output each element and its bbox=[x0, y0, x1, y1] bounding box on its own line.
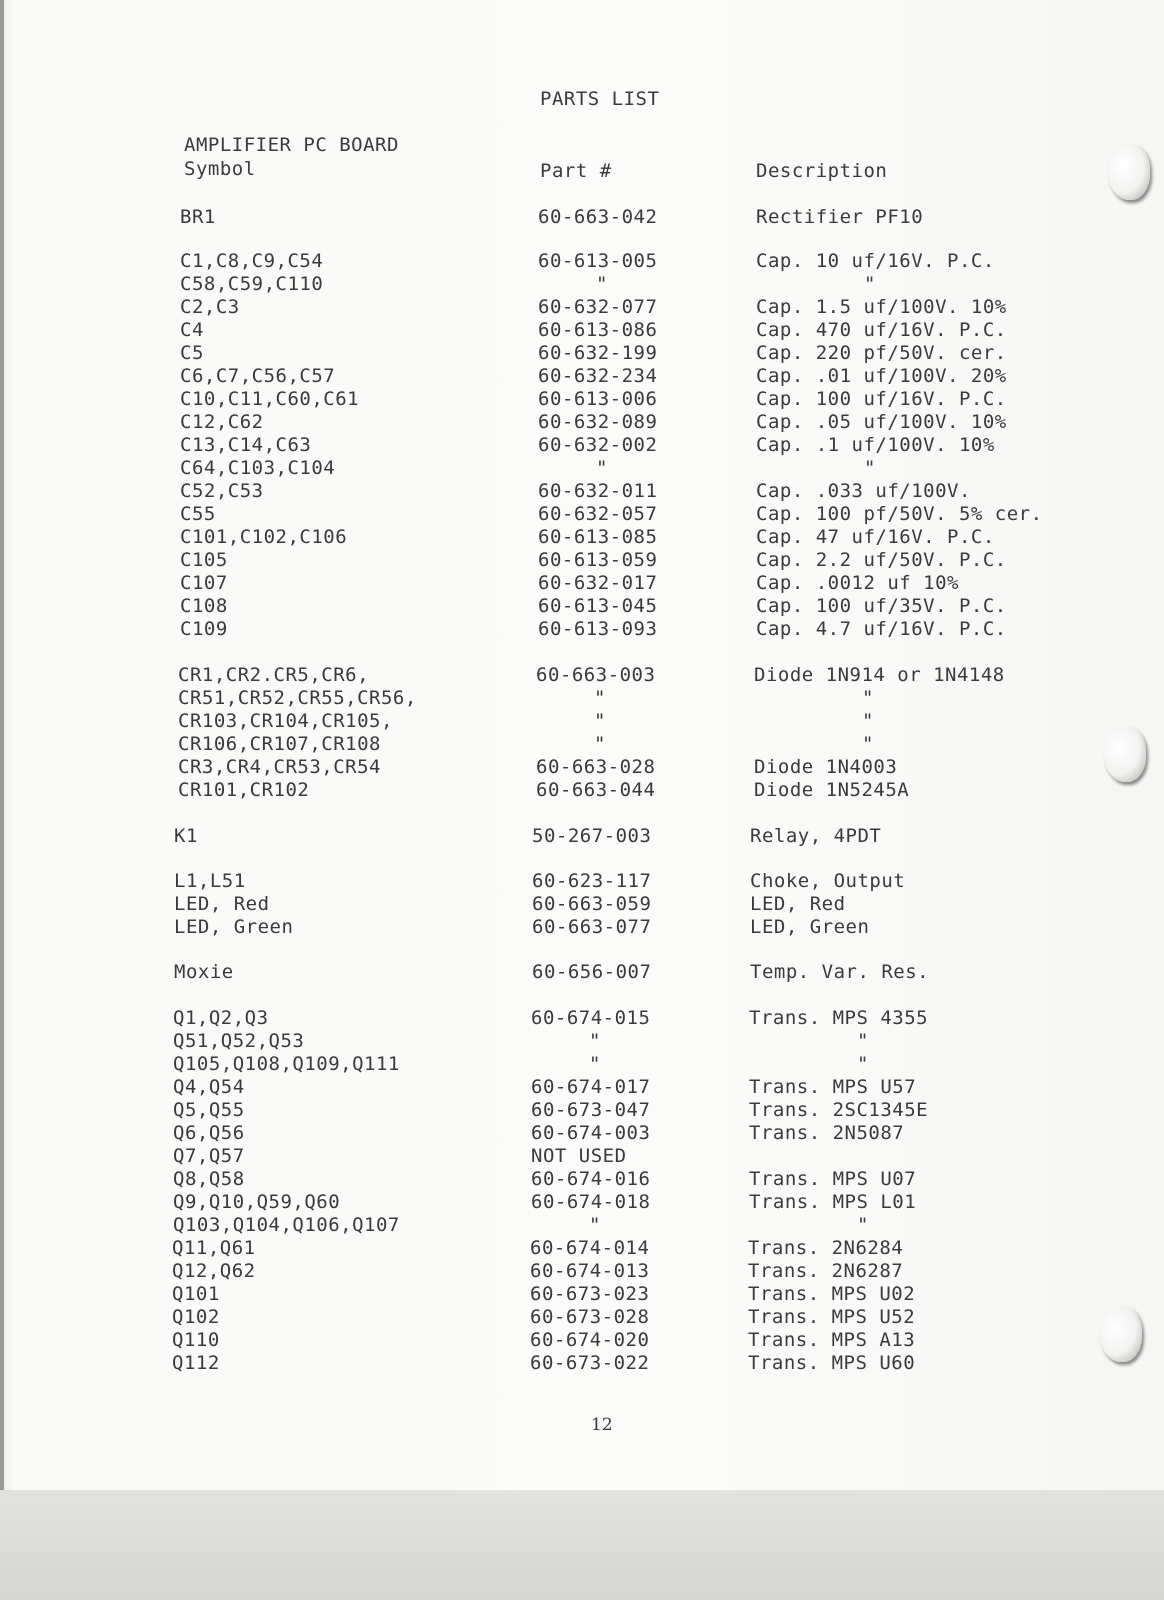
symbol-cell: Q110 bbox=[172, 1329, 220, 1351]
part-number-cell: NOT USED bbox=[531, 1145, 627, 1167]
description-cell: Diode 1N914 or 1N4148 bbox=[754, 664, 1005, 686]
part-number-cell: " bbox=[594, 687, 606, 709]
part-number-cell: " bbox=[589, 1053, 601, 1075]
symbol-cell: Q12,Q62 bbox=[172, 1260, 256, 1282]
table-row bbox=[0, 572, 1164, 595]
description-cell: Rectifier PF10 bbox=[756, 206, 924, 228]
scan-bottom-shadow bbox=[0, 1490, 1164, 1600]
part-number-cell: 60-674-018 bbox=[531, 1191, 651, 1213]
description-cell: Diode 1N4003 bbox=[754, 756, 898, 778]
part-number-cell: 60-613-005 bbox=[538, 250, 658, 272]
description-cell: Choke, Output bbox=[750, 870, 906, 892]
symbol-cell: C101,C102,C106 bbox=[180, 526, 348, 548]
table-row bbox=[0, 526, 1164, 549]
symbol-cell: CR51,CR52,CR55,CR56, bbox=[178, 687, 417, 709]
description-cell: " bbox=[864, 273, 876, 295]
description-cell: Trans. MPS U07 bbox=[749, 1168, 917, 1190]
symbol-cell: C5 bbox=[180, 342, 204, 364]
description-cell: " bbox=[857, 1214, 869, 1236]
part-number-cell: 60-674-016 bbox=[531, 1168, 651, 1190]
table-row bbox=[0, 319, 1164, 342]
table-row bbox=[0, 296, 1164, 319]
part-number-cell: 60-613-086 bbox=[538, 319, 658, 341]
part-number-cell: 60-663-059 bbox=[532, 893, 652, 915]
part-number-cell: 60-673-028 bbox=[530, 1306, 650, 1328]
part-number-cell: 60-663-044 bbox=[536, 779, 656, 801]
part-number-cell: " bbox=[596, 457, 608, 479]
symbol-cell: Moxie bbox=[174, 961, 234, 983]
description-cell: Cap. 100 pf/50V. 5% cer. bbox=[756, 503, 1043, 525]
part-number-cell: 60-632-011 bbox=[538, 480, 658, 502]
symbol-cell: CR1,CR2.CR5,CR6, bbox=[178, 664, 370, 686]
symbol-cell: Q101 bbox=[172, 1283, 220, 1305]
table-row bbox=[0, 961, 1164, 984]
description-cell: Trans. MPS U52 bbox=[748, 1306, 916, 1328]
symbol-cell: C109 bbox=[180, 618, 228, 640]
part-number-cell: " bbox=[594, 733, 606, 755]
symbol-cell: Q103,Q104,Q106,Q107 bbox=[173, 1214, 400, 1236]
description-cell: " bbox=[862, 687, 874, 709]
symbol-cell: BR1 bbox=[180, 206, 216, 228]
symbol-cell: Q6,Q56 bbox=[173, 1122, 245, 1144]
table-row bbox=[0, 1145, 1164, 1168]
symbol-cell: Q102 bbox=[172, 1306, 220, 1328]
part-number-cell: 60-632-002 bbox=[538, 434, 658, 456]
description-cell: Diode 1N5245A bbox=[754, 779, 910, 801]
table-row bbox=[0, 1306, 1164, 1329]
description-cell: Cap. 470 uf/16V. P.C. bbox=[756, 319, 1007, 341]
part-number-cell: 60-613-045 bbox=[538, 595, 658, 617]
part-number-cell: 60-674-013 bbox=[530, 1260, 650, 1282]
part-number-cell: 60-663-077 bbox=[532, 916, 652, 938]
symbol-cell: L1,L51 bbox=[174, 870, 246, 892]
description-cell: Cap. .0012 uf 10% bbox=[756, 572, 959, 594]
description-cell: Trans. MPS U02 bbox=[748, 1283, 916, 1305]
part-number-cell: 60-613-059 bbox=[538, 549, 658, 571]
table-row bbox=[0, 916, 1164, 939]
symbol-cell: C107 bbox=[180, 572, 228, 594]
symbol-cell: C6,C7,C56,C57 bbox=[180, 365, 336, 387]
table-row bbox=[0, 618, 1164, 641]
part-number-cell: 60-663-028 bbox=[536, 756, 656, 778]
symbol-cell: CR101,CR102 bbox=[178, 779, 310, 801]
table-row bbox=[0, 710, 1164, 733]
symbol-cell: CR106,CR107,CR108 bbox=[178, 733, 381, 755]
table-row bbox=[0, 595, 1164, 618]
table-row bbox=[0, 1237, 1164, 1260]
part-number-cell: 60-632-234 bbox=[538, 365, 658, 387]
table-row bbox=[0, 549, 1164, 572]
description-cell: " bbox=[862, 710, 874, 732]
table-row bbox=[0, 250, 1164, 273]
symbol-cell: Q11,Q61 bbox=[172, 1237, 256, 1259]
description-cell: Relay, 4PDT bbox=[750, 825, 882, 847]
part-number-cell: 60-673-022 bbox=[530, 1352, 650, 1374]
description-cell: " bbox=[862, 733, 874, 755]
symbol-cell: Q4,Q54 bbox=[173, 1076, 245, 1098]
part-number-cell: 60-613-006 bbox=[538, 388, 658, 410]
symbol-cell: C105 bbox=[180, 549, 228, 571]
description-cell: Cap. 2.2 uf/50V. P.C. bbox=[756, 549, 1007, 571]
symbol-cell: Q105,Q108,Q109,Q111 bbox=[173, 1053, 400, 1075]
page-title: PARTS LIST bbox=[540, 88, 660, 110]
table-row bbox=[0, 1007, 1164, 1030]
symbol-cell: C10,C11,C60,C61 bbox=[180, 388, 360, 410]
table-row bbox=[0, 893, 1164, 916]
part-number-cell: 60-613-093 bbox=[538, 618, 658, 640]
symbol-cell: Q8,Q58 bbox=[173, 1168, 245, 1190]
symbol-cell: Q9,Q10,Q59,Q60 bbox=[173, 1191, 341, 1213]
part-number-cell: 60-673-023 bbox=[530, 1283, 650, 1305]
table-row bbox=[0, 1214, 1164, 1237]
table-row bbox=[0, 1168, 1164, 1191]
symbol-cell: C64,C103,C104 bbox=[180, 457, 336, 479]
description-cell: Cap. 47 uf/16V. P.C. bbox=[756, 526, 995, 548]
symbol-cell: Q5,Q55 bbox=[173, 1099, 245, 1121]
table-row bbox=[0, 779, 1164, 802]
part-number-cell: 60-674-020 bbox=[530, 1329, 650, 1351]
part-number-cell: 60-632-199 bbox=[538, 342, 658, 364]
symbol-cell: C58,C59,C110 bbox=[180, 273, 324, 295]
table-row bbox=[0, 1076, 1164, 1099]
part-number-cell: 60-623-117 bbox=[532, 870, 652, 892]
part-number-cell: " bbox=[589, 1214, 601, 1236]
symbol-cell: LED, Green bbox=[174, 916, 294, 938]
table-row bbox=[0, 870, 1164, 893]
part-number-cell: " bbox=[596, 273, 608, 295]
table-row bbox=[0, 1352, 1164, 1375]
table-row bbox=[0, 687, 1164, 710]
description-cell: Trans. 2N5087 bbox=[749, 1122, 905, 1144]
description-cell: Trans. MPS A13 bbox=[748, 1329, 916, 1351]
table-row bbox=[0, 733, 1164, 756]
part-number-cell: 60-632-089 bbox=[538, 411, 658, 433]
description-cell: Cap. 100 uf/35V. P.C. bbox=[756, 595, 1007, 617]
description-cell: Trans. MPS L01 bbox=[749, 1191, 917, 1213]
symbol-cell: C2,C3 bbox=[180, 296, 240, 318]
symbol-cell: C13,C14,C63 bbox=[180, 434, 312, 456]
symbol-header: Symbol bbox=[184, 158, 256, 180]
symbol-cell: Q112 bbox=[172, 1352, 220, 1374]
part-number-cell: 60-632-077 bbox=[538, 296, 658, 318]
description-cell: Trans. 2N6284 bbox=[748, 1237, 904, 1259]
symbol-cell: CR3,CR4,CR53,CR54 bbox=[178, 756, 381, 778]
table-row bbox=[0, 273, 1164, 296]
table-row bbox=[0, 1099, 1164, 1122]
part-header: Part # bbox=[540, 160, 612, 182]
table-row bbox=[0, 434, 1164, 457]
table-row bbox=[0, 1030, 1164, 1053]
description-cell: Cap. .1 uf/100V. 10% bbox=[756, 434, 995, 456]
symbol-cell: C52,C53 bbox=[180, 480, 264, 502]
symbol-cell: C108 bbox=[180, 595, 228, 617]
table-row bbox=[0, 457, 1164, 480]
table-row bbox=[0, 388, 1164, 411]
description-cell: Cap. .033 uf/100V. bbox=[756, 480, 971, 502]
description-cell: Cap. 4.7 uf/16V. P.C. bbox=[756, 618, 1007, 640]
table-row bbox=[0, 1122, 1164, 1145]
part-number-cell: 60-663-003 bbox=[536, 664, 656, 686]
part-number-cell: 60-632-057 bbox=[538, 503, 658, 525]
table-row bbox=[0, 1329, 1164, 1352]
part-number-cell: " bbox=[589, 1030, 601, 1052]
symbol-cell: Q1,Q2,Q3 bbox=[173, 1007, 269, 1029]
description-cell: Trans. MPS U60 bbox=[748, 1352, 916, 1374]
part-number-cell: 60-674-017 bbox=[531, 1076, 651, 1098]
description-cell: " bbox=[857, 1053, 869, 1075]
page-number: 12 bbox=[591, 1415, 613, 1435]
board-label: AMPLIFIER PC BOARD bbox=[184, 134, 399, 156]
table-row bbox=[0, 1260, 1164, 1283]
part-number-cell: 60-632-017 bbox=[538, 572, 658, 594]
symbol-cell: C12,C62 bbox=[180, 411, 264, 433]
symbol-cell: CR103,CR104,CR105, bbox=[178, 710, 393, 732]
part-number-cell: 60-613-085 bbox=[538, 526, 658, 548]
table-row bbox=[0, 664, 1164, 687]
symbol-cell: C4 bbox=[180, 319, 204, 341]
part-number-cell: 60-674-015 bbox=[531, 1007, 651, 1029]
description-cell: LED, Green bbox=[750, 916, 870, 938]
part-number-cell: 60-674-003 bbox=[531, 1122, 651, 1144]
table-row bbox=[0, 365, 1164, 388]
table-row bbox=[0, 342, 1164, 365]
symbol-cell: LED, Red bbox=[174, 893, 270, 915]
description-cell: Trans. 2SC1345E bbox=[749, 1099, 929, 1121]
table-row bbox=[0, 503, 1164, 526]
part-number-cell: 60-663-042 bbox=[538, 206, 658, 228]
description-cell: Trans. MPS U57 bbox=[749, 1076, 917, 1098]
description-cell: Cap. 100 uf/16V. P.C. bbox=[756, 388, 1007, 410]
part-number-cell: " bbox=[594, 710, 606, 732]
description-cell: Trans. 2N6287 bbox=[748, 1260, 904, 1282]
description-cell: Cap. 1.5 uf/100V. 10% bbox=[756, 296, 1007, 318]
part-number-cell: 60-656-007 bbox=[532, 961, 652, 983]
symbol-cell: Q7,Q57 bbox=[173, 1145, 245, 1167]
description-cell: " bbox=[857, 1030, 869, 1052]
description-cell: LED, Red bbox=[750, 893, 846, 915]
description-header: Description bbox=[756, 160, 888, 182]
part-number-cell: 60-673-047 bbox=[531, 1099, 651, 1121]
table-row bbox=[0, 825, 1164, 848]
description-cell: " bbox=[864, 457, 876, 479]
description-cell: Cap. 220 pf/50V. cer. bbox=[756, 342, 1007, 364]
table-row bbox=[0, 480, 1164, 503]
description-cell: Trans. MPS 4355 bbox=[749, 1007, 929, 1029]
part-number-cell: 60-674-014 bbox=[530, 1237, 650, 1259]
description-cell: Cap. 10 uf/16V. P.C. bbox=[756, 250, 995, 272]
symbol-cell: K1 bbox=[174, 825, 198, 847]
part-number-cell: 50-267-003 bbox=[532, 825, 652, 847]
table-row bbox=[0, 411, 1164, 434]
description-cell: Cap. .01 uf/100V. 20% bbox=[756, 365, 1007, 387]
table-row bbox=[0, 206, 1164, 229]
table-row bbox=[0, 1283, 1164, 1306]
table-row bbox=[0, 1053, 1164, 1076]
table-row bbox=[0, 1191, 1164, 1214]
symbol-cell: Q51,Q52,Q53 bbox=[173, 1030, 305, 1052]
symbol-cell: C55 bbox=[180, 503, 216, 525]
description-cell: Cap. .05 uf/100V. 10% bbox=[756, 411, 1007, 433]
table-row bbox=[0, 756, 1164, 779]
symbol-cell: C1,C8,C9,C54 bbox=[180, 250, 324, 272]
description-cell: Temp. Var. Res. bbox=[750, 961, 930, 983]
